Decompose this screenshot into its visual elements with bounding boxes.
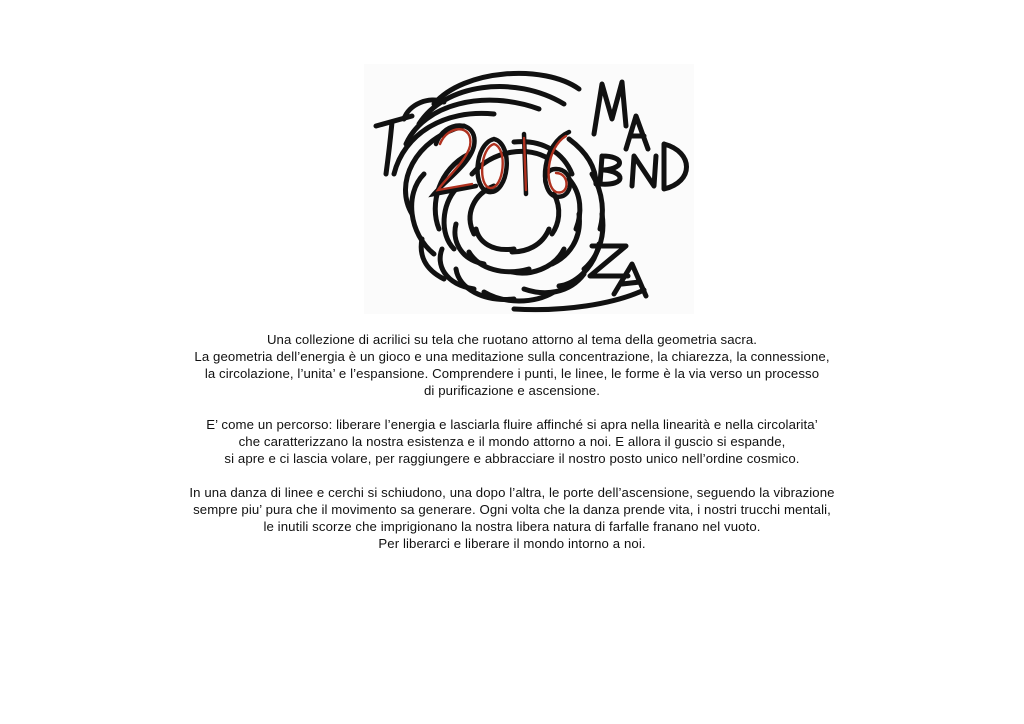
paragraph-line: Per liberarci e liberare il mondo intorno a noi. [378,536,646,551]
logo-drawing [364,64,694,314]
paragraph-2 [100,416,924,467]
paragraph-3 [100,484,924,552]
paragraph-1 [100,331,924,399]
paragraph-line: La geometria dell’energia è un gioco e una meditazione sulla concentrazione, la chiarezza, la connessione, [194,349,830,364]
paragraph-line: di purificazione e ascensione. [423,383,600,398]
paragraph-line: sempre piu’ pura che il movimento sa generare. Ogni volta che la danza prende vita, i nostri trucchi mentali, [193,502,831,517]
paragraph-line: si apre e ci lascia volare, per raggiungere e abbracciare il nostro posto unico nell’ordine cosmico. [224,451,800,466]
paragraph-line: In una danza di linee e cerchi si schiudono, una dopo l’altra, le porte dell’ascensione, seguendo la vibrazione [189,485,835,500]
description-text [100,331,924,552]
paragraph-line: che caratterizzano la nostra esistenza e il mondo attorno a noi. E allora il guscio si espande, [238,434,786,449]
tombandza-2016-logo [364,64,694,314]
spiral-strokes [376,73,687,309]
paragraph-line: Una collezione di acrilici su tela che ruotano attorno al tema della geometria sacra. [266,332,758,347]
paragraph-line: le inutili scorze che imprigionano la nostra libera natura di farfalle franano nel vuoto. [263,519,761,534]
paragraph-line: la circolazione, l’unita’ e l’espansione. Comprendere i punti, le linee, le forme è la via verso un processo [204,366,820,381]
paragraph-line: E’ come un percorso: liberare l’energia e lasciarla fluire affinché si apra nella linearità e nella circolarita’ [206,417,818,432]
